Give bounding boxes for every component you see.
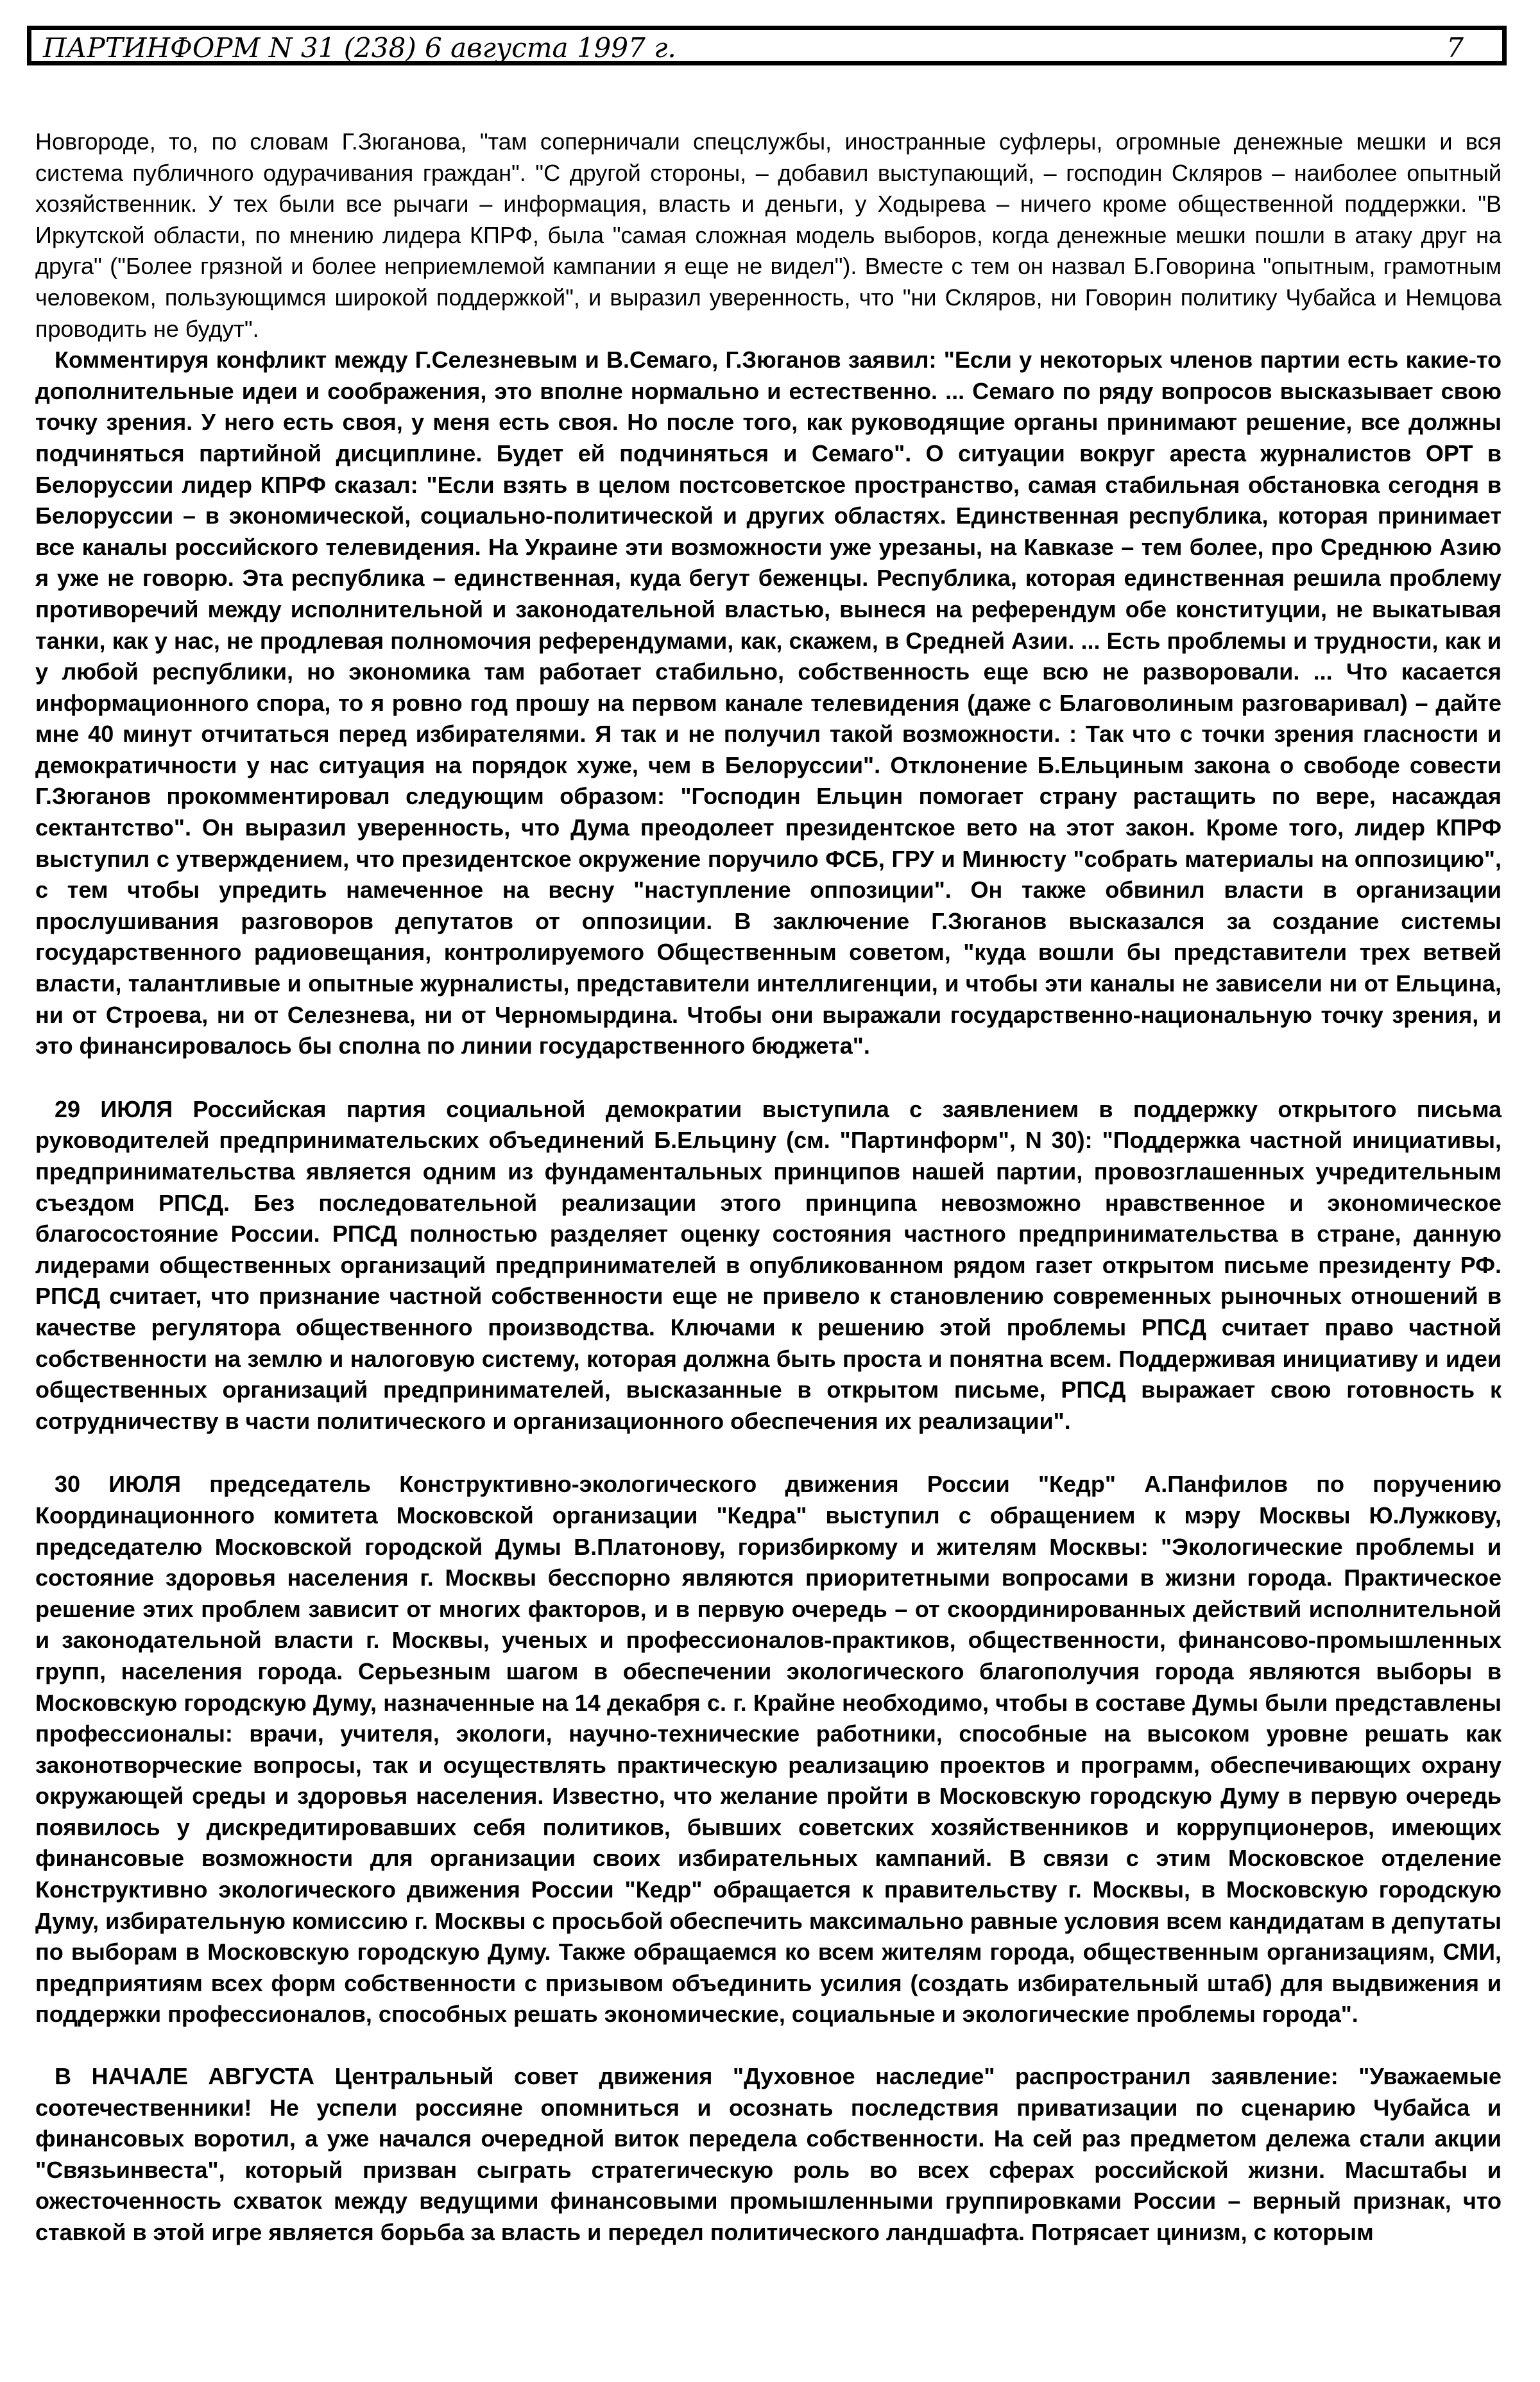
paragraph-novgorod: Новгороде, то, по словам Г.Зюганова, "там соперничали спецслужбы, иностранные суфлеры, огромные денежные мешки и вся система публичного одурачивания граждан". "С другой стороны, – добавил выступающий, – господин Скляров – наиболее опытный хозяйственник. У тех были все рычаги – информация, власть и деньги, у Ходырева – ничего кроме общественной поддержки. "В Иркутской области, по мнению лидера КПРФ, была "самая сложная модель выборов, когда денежные мешки пошли в атаку друг на друга" ("Более грязной и более неприемлемой кампании я еще не видел"). Вместе с тем он назвал Б.Говорина "опытным, грамотным человеком, пользующимся широкой поддержкой", и выразил уверенность, что "ни Скляров, ни Говорин политику Чубайса и Немцова проводить не будут". [35, 128, 1502, 342]
page-number: 7 [1446, 32, 1464, 64]
publication-title: ПАРТИНФОРМ N 31 (238) 6 августа 1997 г. [43, 32, 676, 64]
paragraph-july-30: 30 ИЮЛЯ председатель Конструктивно-экологического движения России "Кедр" А.Панфилов по поручению Координационного комитета Московской организации "Кедра" выступил с обращением к мэру Москвы Ю.Лужкову, председателю Московской городской Думы В.Платонову, горизбиркому и жителям Москвы: "Экологические проблемы и состояние здоровья населения г. Москвы бесспорно являются приоритетными вопросами в жизни города. Практическое решение этих проблем зависит от многих факторов, и в первую очередь – от скоординированных действий исполнительной и законодательной власти г. Москвы, ученых и профессионалов-практиков, общественности, финансово-промышленных групп, населения города. Серьезным шагом в обеспечении экологического благополучия города являются выборы в Московскую городскую Думу, назначенные на 14 декабря с. г. Крайне необходимо, чтобы в составе Думы были представлены профессионалы: врачи, учителя, экологи, научно-технические работники, способные на высоком уровне решать как законотворческие вопросы, так и осуществлять практическую реализацию проектов и программ, обеспечивающих охрану окружающей среды и здоровья населения. Известно, что желание пройти в Московскую городскую Думу в первую очередь появилось у дискредитировавших себя политиков, бывших советских хозяйственников и коррупционеров, имеющих финансовые возможности для организации своих избирательных кампаний. В связи с этим Московское отделение Конструктивно экологического движения России "Кедр" обращается к правительству г. Москвы, в Московскую городскую Думу, избирательную комиссию г. Москвы с просьбой обеспечить максимально равные условия всем кандидатам в депутаты по выборам в Московскую городскую Думу. Также обращаемся ко всем жителям города, общественным организациям, СМИ, предприятиям всех форм собственности с призывом объединить усилия (создать избирательный штаб) для выдвижения и поддержки профессионалов, способных решать экономические, социальные и экологические проблемы города". [35, 1471, 1502, 2028]
page-header [27, 26, 1507, 65]
paragraph-early-august: В НАЧАЛЕ АВГУСТА Центральный совет движения "Духовное наследие" распространил заявление: "Уважаемые соотечественники! Не успели россияне опомниться и осознать последствия приватизации по сценарию Чубайса и финансовых воротил, а уже начался очередной виток передела собственности. На сей раз предметом дележа стали акции "Связьинвеста", который призван сыграть стратегическую роль во всех сферах российской жизни. Масштабы и ожесточенность схваток между ведущими финансовыми промышленными группировками России – верный признак, что ставкой в этой игре является борьба за власть и передел политического ландшафта. Потрясает цинизм, с которым [35, 2063, 1502, 2245]
paragraph-july-29: 29 ИЮЛЯ Российская партия социальной демократии выступила с заявлением в поддержку открытого письма руководителей предпринимательских объединений Б.Ельцину (см. "Партинформ", N 30): "Поддержка частной инициативы, предпринимательства является одним из фундаментальных принципов нашей партии, провозглашенных учредительным съездом РПСД. Без последовательной реализации этого принципа невозможно нравственное и экономическое благосостояние России. РПСД полностью разделяет оценку состояния частного предпринимательства в стране, данную лидерами общественных организаций предпринимателей в опубликованном рядом газет открытом письме президенту РФ. РПСД считает, что признание частной собственности еще не привело к становлению современных рыночных отношений в качестве регулятора общественного производства. Ключами к решению этой проблемы РПСД считает право частной собственности на землю и налоговую систему, которая должна быть проста и понятна всем. Поддерживая инициативу и идеи общественных организаций предпринимателей, высказанные в открытом письме, РПСД выражает свою готовность к сотрудничеству в части политического и организационного обеспечения их реализации". [35, 1095, 1502, 1434]
article-body [35, 126, 1502, 2249]
paragraph-zyuganov-comments: Комментируя конфликт между Г.Селезневым и В.Семаго, Г.Зюганов заявил: "Если у некоторых членов партии есть какие-то дополнительные идеи и соображения, это вполне нормально и естественно. ... Семаго по ряду вопросов высказывает свою точку зрения. У него есть своя, у меня есть своя. Но после того, как руководящие органы принимают решение, все должны подчиняться партийной дисциплине. Будет ей подчиняться и Семаго". О ситуации вокруг ареста журналистов ОРТ в Белоруссии лидер КПРФ сказал: "Если взять в целом постсоветское пространство, самая стабильная обстановка сегодня в Белоруссии – в экономической, социально-политической и других областях. Единственная республика, которая принимает все каналы российского телевидения. На Украине эти возможности уже урезаны, на Кавказе – тем более, про Среднюю Азию я уже не говорю. Эта республика – единственная, куда бегут беженцы. Республика, которая единственная решила проблему противоречий между исполнительной и законодательной властью, вынеся на референдум обе конституции, не выкатывая танки, как у нас, не продлевая полномочия референдумами, как, скажем, в Средней Азии. ... Есть проблемы и трудности, как и у любой республики, но экономика там работает стабильно, собственность еще всю не разворовали. ... Что касается информационного спора, то я ровно год прошу на первом канале телевидения (даже с Благоволиным разговаривал) – дайте мне 40 минут отчитаться перед избирателями. Я так и не получил такой возможности. : Так что с точки зрения гласности и демократичности у нас ситуация на порядок хуже, чем в Белоруссии". Отклонение Б.Ельциным закона о свободе совести Г.Зюганов прокомментировал следующим образом: "Господин Ельцин помогает страну растащить по вере, насаждая сектантство". Он выразил уверенность, что Дума преодолеет президентское вето на этот закон. Кроме того, лидер КПРФ выступил с утверждением, что президентское окружение поручило ФСБ, ГРУ и Минюсту "собрать материалы на оппозицию", с тем чтобы упредить намеченное на весну "наступление оппозиции". Он также обвинил власти в организации прослушивания разговоров депутатов от оппозиции. В заключение Г.Зюганов высказался за создание системы государственного радиовещания, контролируемого Общественным советом, "куда вошли бы представители трех ветвей власти, талантливые и опытные журналисты, представители интеллигенции, и чтобы эти каналы не зависели ни от Ельцина, ни от Строева, ни от Селезнева, ни от Черномырдина. Чтобы они выражали государственно-национальную точку зрения, и это финансировалось бы сполна по линии государственного бюджета". [35, 347, 1502, 1059]
